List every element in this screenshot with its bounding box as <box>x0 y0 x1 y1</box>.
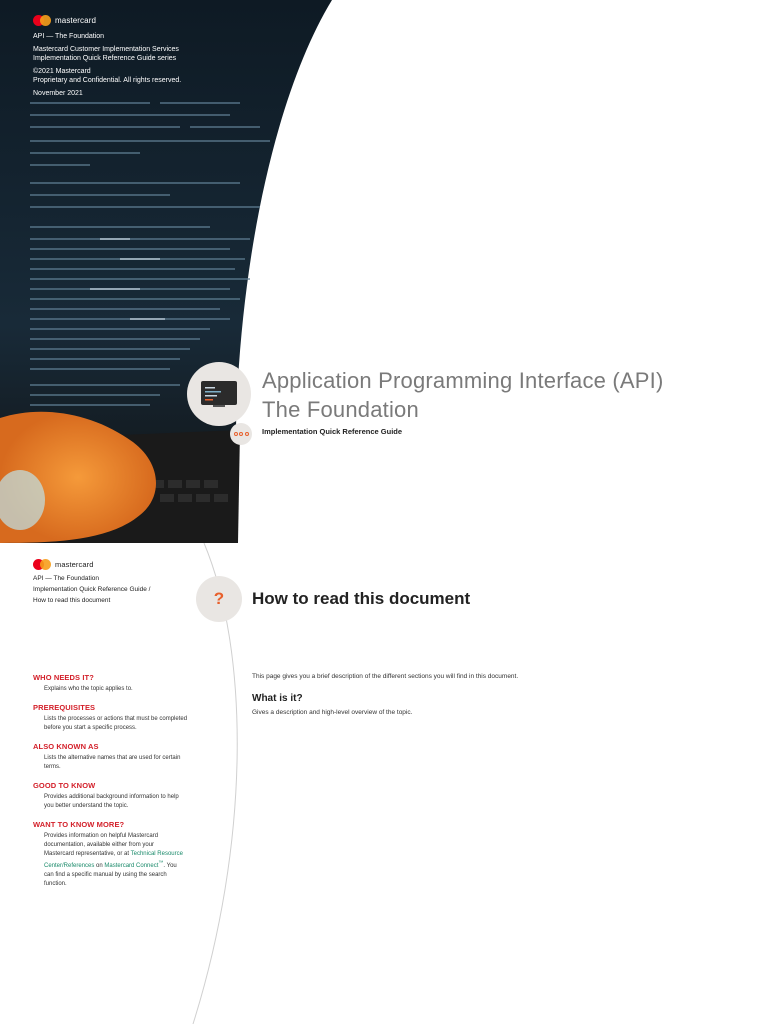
service-line-1: Mastercard Customer Implementation Services <box>33 46 179 53</box>
section-who-needs-it: WHO NEEDS IT? Explains who the topic applies to. <box>33 673 133 692</box>
dots-badge-icon <box>230 423 252 445</box>
doc-title: API — The Foundation <box>33 33 105 40</box>
main-content <box>252 673 732 716</box>
section-also-known-as: ALSO KNOWN AS Lists the alternative names that are used for certain terms. <box>33 742 181 770</box>
section-good-to-know: GOOD TO KNOW Provides additional background information to help you better understand the topic. <box>33 781 179 809</box>
question-mark-icon: ? <box>196 576 242 622</box>
breadcrumb-line-2: Implementation Quick Reference Guide / <box>33 586 151 593</box>
technical-resource-link[interactable]: Technical Resource <box>130 851 183 857</box>
cover-meta <box>33 15 181 98</box>
date: November 2021 <box>33 90 83 97</box>
cover-subtitle: Implementation Quick Reference Guide <box>262 427 403 436</box>
breadcrumb-line-3: How to read this document <box>33 597 111 604</box>
terminal-icon <box>199 379 239 409</box>
section-prerequisites: PREREQUISITES Lists the processes or actions that must be completed before you start a specific process. <box>33 703 188 731</box>
terminal-badge <box>187 362 251 426</box>
what-is-it-text: Gives a description and high-level overview of the topic. <box>252 709 413 716</box>
how-to-read-page <box>0 543 768 1024</box>
mastercard-circles-icon <box>33 559 51 570</box>
cover-title: Application Programming Interface (API) The Foundation <box>262 368 664 422</box>
mastercard-wordmark: mastercard <box>55 16 97 25</box>
mastercard-logo <box>33 559 150 570</box>
what-is-it-heading: What is it? <box>252 693 303 704</box>
mastercard-logo <box>33 15 181 26</box>
mastercard-circles-icon <box>33 15 51 26</box>
copyright: ©2021 Mastercard <box>33 68 91 75</box>
mastercard-connect-link[interactable]: Mastercard Connect™ <box>104 860 164 869</box>
section-want-to-know-more: WANT TO KNOW MORE? Provides information on helpful Mastercard documentation, available either from your Mastercard representative, or at Technical Resource Center/References on Mastercard Connect™. You can find a specific manual by using the search function. <box>33 820 183 887</box>
mastercard-wordmark: mastercard <box>55 560 94 569</box>
page2-header <box>33 559 150 606</box>
rights: Proprietary and Confidential. All rights reserved. <box>33 77 182 84</box>
center-references-link[interactable]: Center/References <box>44 863 95 869</box>
intro-text: This page gives you a brief description of the different sections you will find in this document. <box>252 673 519 680</box>
section-legend <box>33 673 218 898</box>
page-title: How to read this document <box>252 589 471 608</box>
breadcrumb-line-1: API — The Foundation <box>33 575 100 582</box>
service-line-2: Implementation Quick Reference Guide series <box>33 55 177 62</box>
